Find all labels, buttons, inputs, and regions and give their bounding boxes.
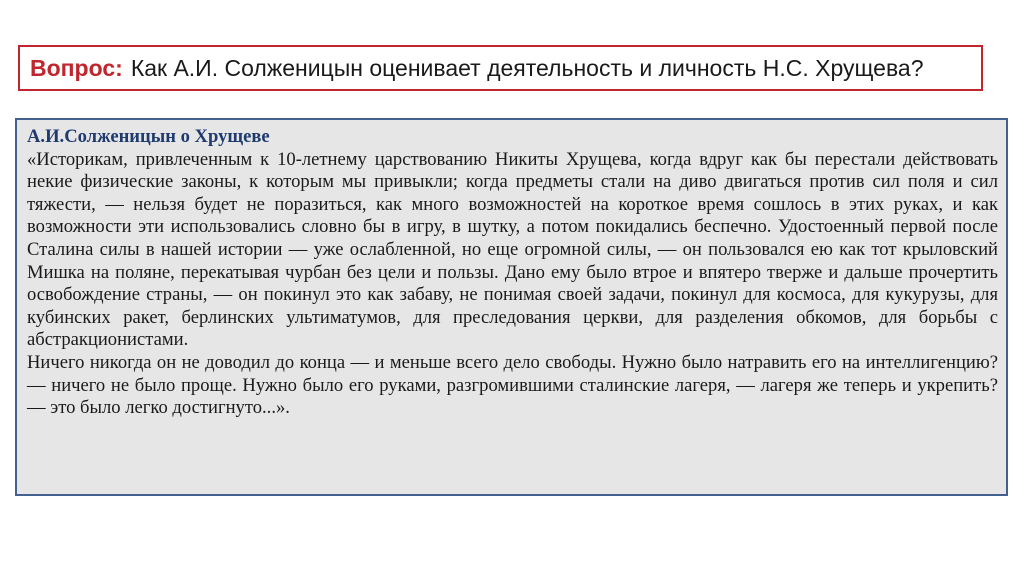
quote-box: [15, 118, 1008, 496]
question-box: [18, 45, 983, 91]
question-text: Как А.И. Солженицын оценивает деятельность и личность Н.С. Хрущева?: [130, 54, 924, 81]
quote-title: А.И.Солженицын о Хрущеве: [27, 126, 270, 147]
question-label: Вопрос:: [30, 54, 123, 81]
quote-paragraph-2: Ничего никогда он не доводил до конца — и меньше всего дело свободы. Нужно было натравить его на интеллигенцию? — ничего не было проще. Нужно было его руками, разгромившими сталинские лагеря, — лагеря же теперь и укрепить? — это было легко достигнуто...».: [27, 351, 998, 419]
quote-paragraph-1: «Историкам, привлеченным к 10-летнему царствованию Никиты Хрущева, когда вдруг как бы перестали действовать некие физические законы, к которым мы привыкли; когда предметы стали на диво двигаться против сил поля и сил тяжести, — нельзя будет не поразиться, как много возможностей на короткое время сошлось в этих руках, и как возможности эти использовались словно бы в игру, в шутку, а потом покидались беспечно. Удостоенный первой после Сталина силы в нашей истории — уже ослабленной, но еще огромной силы, — он пользовался ею как тот крыловский Мишка на поляне, перекатывая чурбан без цели и пользы. Дано ему было втрое и впятеро тверже и дальше прочертить освобождение страны, — он покинул это как забаву, не понимая своей задачи, покинул для космоса, для кукурузы, для кубинских ракет, берлинских ультиматумов, для преследования церкви, для разделения обкомов, для борьбы с абстракционистами.: [27, 148, 998, 351]
